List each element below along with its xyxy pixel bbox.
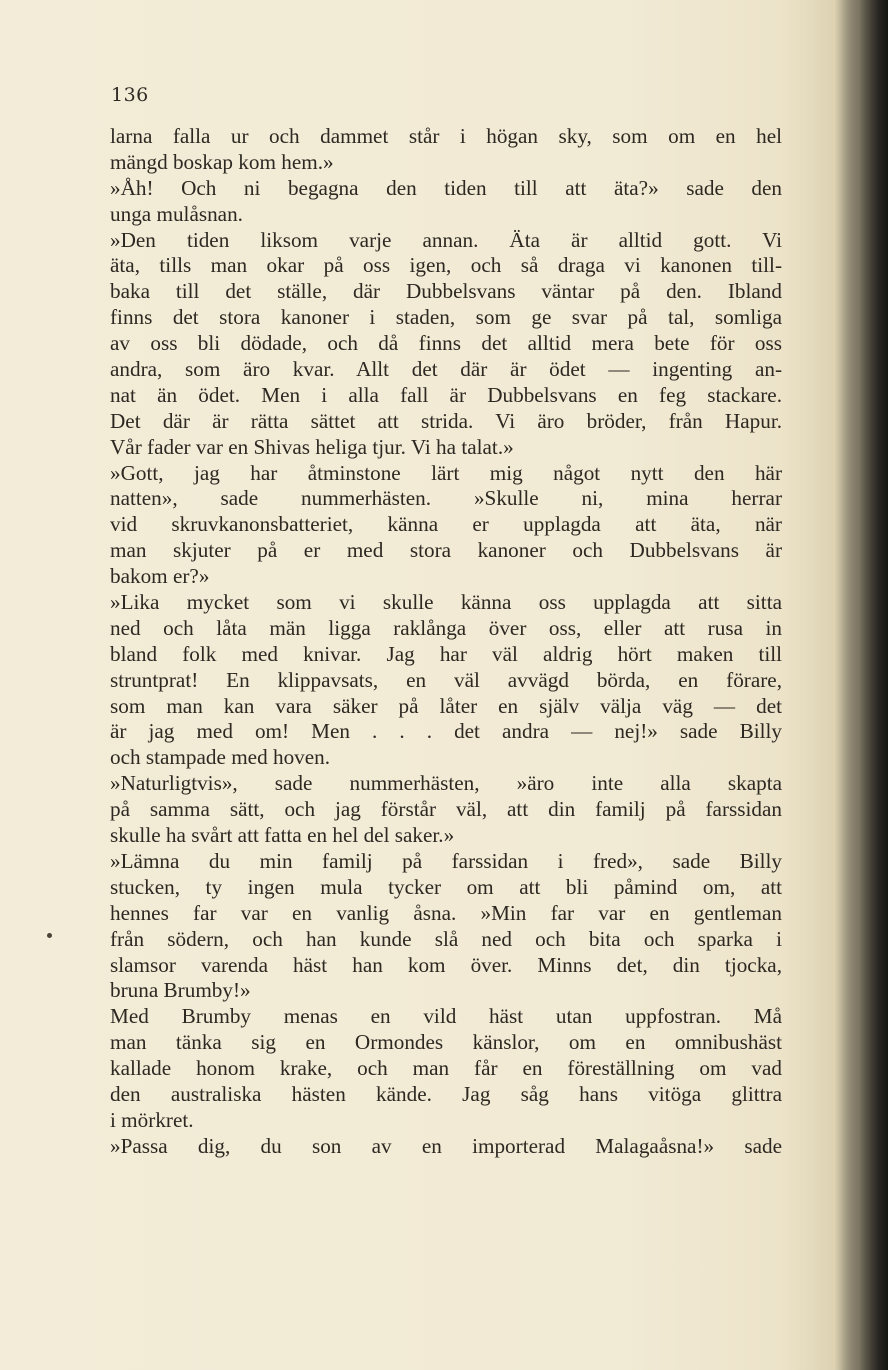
text-line: Det där är rätta sättet att strida. Vi äro bröder, från Hapur. bbox=[110, 408, 782, 433]
text-line: slamsor varenda häst han kom över. Minns det, din tjocka, bbox=[110, 952, 782, 977]
text-line: baka till det ställe, där Dubbelsvans väntar på den. Ibland bbox=[110, 279, 782, 304]
text-line: äta, tills man okar på oss igen, och så draga vi kanonen till- bbox=[110, 253, 782, 278]
text-line: och stampade med hoven. bbox=[110, 745, 331, 770]
text-line: »Lika mycket som vi skulle känna oss upplagda att sitta bbox=[110, 590, 782, 615]
text-line: mängd boskap kom hem.» bbox=[110, 149, 334, 174]
text-line: »Naturligtvis», sade nummerhästen, »äro inte alla skapta bbox=[110, 771, 782, 796]
text-line: hennes far var en vanlig åsna. »Min far var en gentleman bbox=[110, 900, 782, 925]
text-line: Vår fader var en Shivas heliga tjur. Vi ha talat.» bbox=[110, 434, 514, 459]
text-line: bruna Brumby!» bbox=[110, 978, 251, 1003]
book-spine-shadow bbox=[840, 0, 888, 1370]
text-line: struntprat! En klippavsats, en väl avvägd börda, en förare, bbox=[110, 667, 782, 692]
margin-mark bbox=[47, 933, 52, 938]
text-line: skulle ha svårt att fatta en hel del saker.» bbox=[110, 823, 455, 848]
text-line: kallade honom krake, och man får en föreställning om vad bbox=[110, 1056, 782, 1081]
text-line: vid skruvkanonsbatteriet, känna er upplagda att äta, när bbox=[110, 512, 782, 537]
text-line: den australiska hästen kände. Jag såg hans vitöga glittra bbox=[110, 1081, 782, 1106]
text-line: man tänka sig en Ormondes känslor, om en omnibushäst bbox=[110, 1030, 782, 1055]
text-line: andra, som äro kvar. Allt det där är ödet — ingenting an- bbox=[110, 357, 782, 382]
page-number: 136 bbox=[111, 84, 149, 106]
text-line: stucken, ty ingen mula tycker om att bli påmind om, att bbox=[110, 874, 782, 899]
text-line: på samma sätt, och jag förstår väl, att din familj på farssidan bbox=[110, 797, 782, 822]
text-line: »Passa dig, du son av en importerad Malagaåsna!» sade bbox=[110, 1133, 782, 1158]
text-line: »Gott, jag har åtminstone lärt mig något nytt den här bbox=[110, 460, 782, 485]
text-line: ned och låta män ligga raklånga över oss, eller att rusa in bbox=[110, 615, 782, 640]
body-text bbox=[110, 124, 782, 1160]
text-line: från södern, och han kunde slå ned och bita och sparka i bbox=[110, 926, 782, 951]
text-line: »Åh! Och ni begagna den tiden till att äta?» sade den bbox=[110, 175, 782, 200]
text-line: finns det stora kanoner i staden, som ge svar på tal, somliga bbox=[110, 305, 782, 330]
text-line: natten», sade nummerhästen. »Skulle ni, mina herrar bbox=[110, 486, 782, 511]
text-line: Med Brumby menas en vild häst utan uppfostran. Må bbox=[110, 1004, 782, 1029]
text-line: larna falla ur och dammet står i högan sky, som om en hel bbox=[110, 124, 782, 148]
text-line: man skjuter på er med stora kanoner och Dubbelsvans är bbox=[110, 538, 782, 563]
text-line: som man kan vara säker på låter en själv välja väg — det bbox=[110, 693, 782, 718]
text-line: »Den tiden liksom varje annan. Äta är alltid gott. Vi bbox=[110, 227, 782, 252]
text-line: i mörkret. bbox=[110, 1107, 194, 1132]
text-line: »Lämna du min familj på farssidan i fred», sade Billy bbox=[110, 848, 782, 873]
text-line: är jag med om! Men . . . det andra — nej!» sade Billy bbox=[110, 719, 782, 744]
text-line: nat än ödet. Men i alla fall är Dubbelsvans en feg stackare. bbox=[110, 382, 782, 407]
text-line: bakom er?» bbox=[110, 564, 210, 589]
text-line: av oss bli dödade, och då finns det alltid mera bete för oss bbox=[110, 331, 782, 356]
text-line: unga mulåsnan. bbox=[110, 201, 243, 226]
text-line: bland folk med knivar. Jag har väl aldrig hört maken till bbox=[110, 641, 782, 666]
